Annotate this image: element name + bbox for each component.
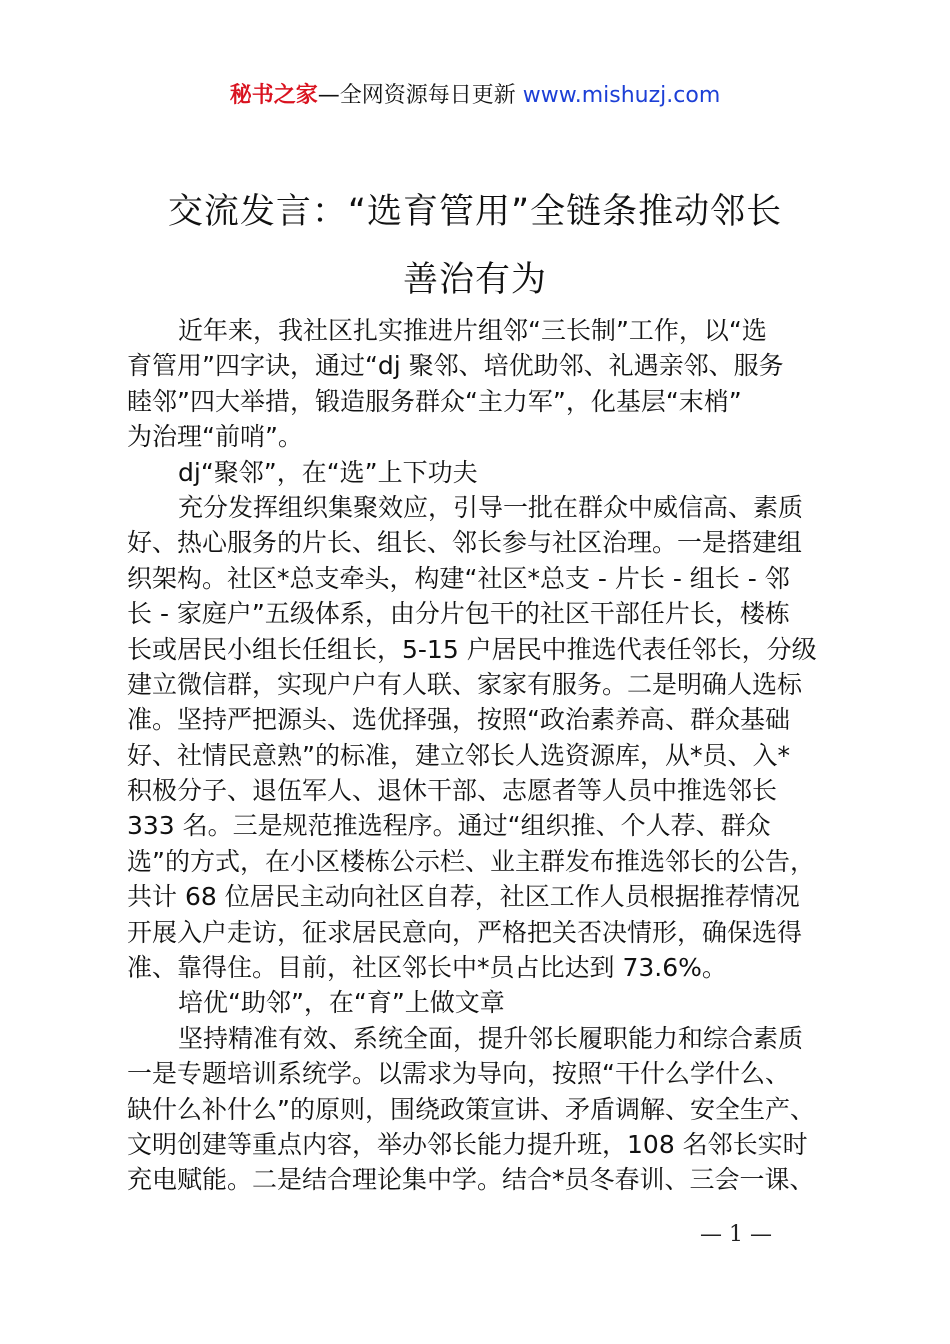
body-line: 准、靠得住。目前，社区邻长中*员占比达到 73.6%。: [127, 953, 727, 983]
body-line: 长或居民小组长任组长，5-15 户居民中推选代表任邻长，分级: [127, 634, 817, 664]
body-line: 睦邻”四大举措，锻造服务群众“主力军”，化基层“末梢”: [127, 386, 742, 416]
document-body: [127, 313, 837, 1198]
body-line: 准。坚持严把源头、选优择强，按照“政治素养高、群众基础: [127, 705, 790, 735]
body-line: 建立微信群，实现户户有人联、家家有服务。二是明确人选标: [127, 669, 803, 699]
site-url-link[interactable]: www.mishuzj.com: [522, 83, 721, 108]
body-line: 一是专题培训系统学。以需求为导向，按照“干什么学什么、: [127, 1059, 790, 1089]
body-line: 长 - 家庭户”五级体系，由分片包干的社区干部任片长，楼栋: [127, 599, 790, 629]
body-line: 坚持精准有效、系统全面，提升邻长履职能力和综合素质: [178, 1023, 804, 1053]
site-header: [0, 80, 950, 112]
page-number: — 1 —: [700, 1222, 772, 1247]
document-title-line-2: 善治有为: [402, 260, 547, 300]
body-line: 文明创建等重点内容，举办邻长能力提升班，108 名邻长实时: [127, 1129, 808, 1159]
body-line: 开展入户走访，征求居民意向，严格把关否决情形，确保选得: [127, 917, 803, 947]
body-line: 充电赋能。二是结合理论集中学。结合*员冬春训、三会一课、: [127, 1165, 815, 1195]
site-tagline: —全网资源每日更新: [317, 83, 523, 108]
body-line: 织架构。社区*总支牵头，构建“社区*总支 - 片长 - 组长 - 邻: [127, 563, 790, 593]
body-line: 333 名。三是规范推选程序。通过“组织推、个人荐、群众: [127, 811, 771, 841]
body-line: 好、社情民意熟”的标准，建立邻长人选资源库，从*员、入*: [127, 740, 790, 770]
section-heading: 培优“助邻”，在“育”上做文章: [178, 988, 505, 1018]
body-line: 好、热心服务的片长、组长、邻长参与社区治理。一是搭建组: [127, 528, 803, 558]
body-line: 积极分子、退伍军人、退休干部、志愿者等人员中推选邻长: [127, 776, 778, 806]
section-heading: dj“聚邻”，在“选”上下功夫: [178, 457, 478, 487]
body-line: 缺什么补什么”的原则，围绕政策宣讲、矛盾调解、安全生产、: [127, 1094, 815, 1124]
body-line: 共计 68 位居民主动向社区自荐，社区工作人员根据推荐情况: [127, 882, 800, 912]
body-line: 育管用”四字诀，通过“dj 聚邻、培优助邻、礼遇亲邻、服务: [127, 351, 784, 381]
body-line: 近年来，我社区扎实推进片组邻“三长制”工作，以“选: [178, 316, 767, 345]
document-title-line-1: 交流发言：“选育管用”全链条推动邻长: [167, 192, 783, 232]
body-line: 选”的方式，在小区楼栋公示栏、业主群发布推选邻长的公告，: [127, 846, 815, 876]
site-name: 秘书之家: [229, 83, 318, 108]
body-line: 为治理“前哨”。: [127, 422, 303, 452]
body-line: 充分发挥组织集聚效应，引导一批在群众中威信高、素质: [178, 492, 804, 522]
